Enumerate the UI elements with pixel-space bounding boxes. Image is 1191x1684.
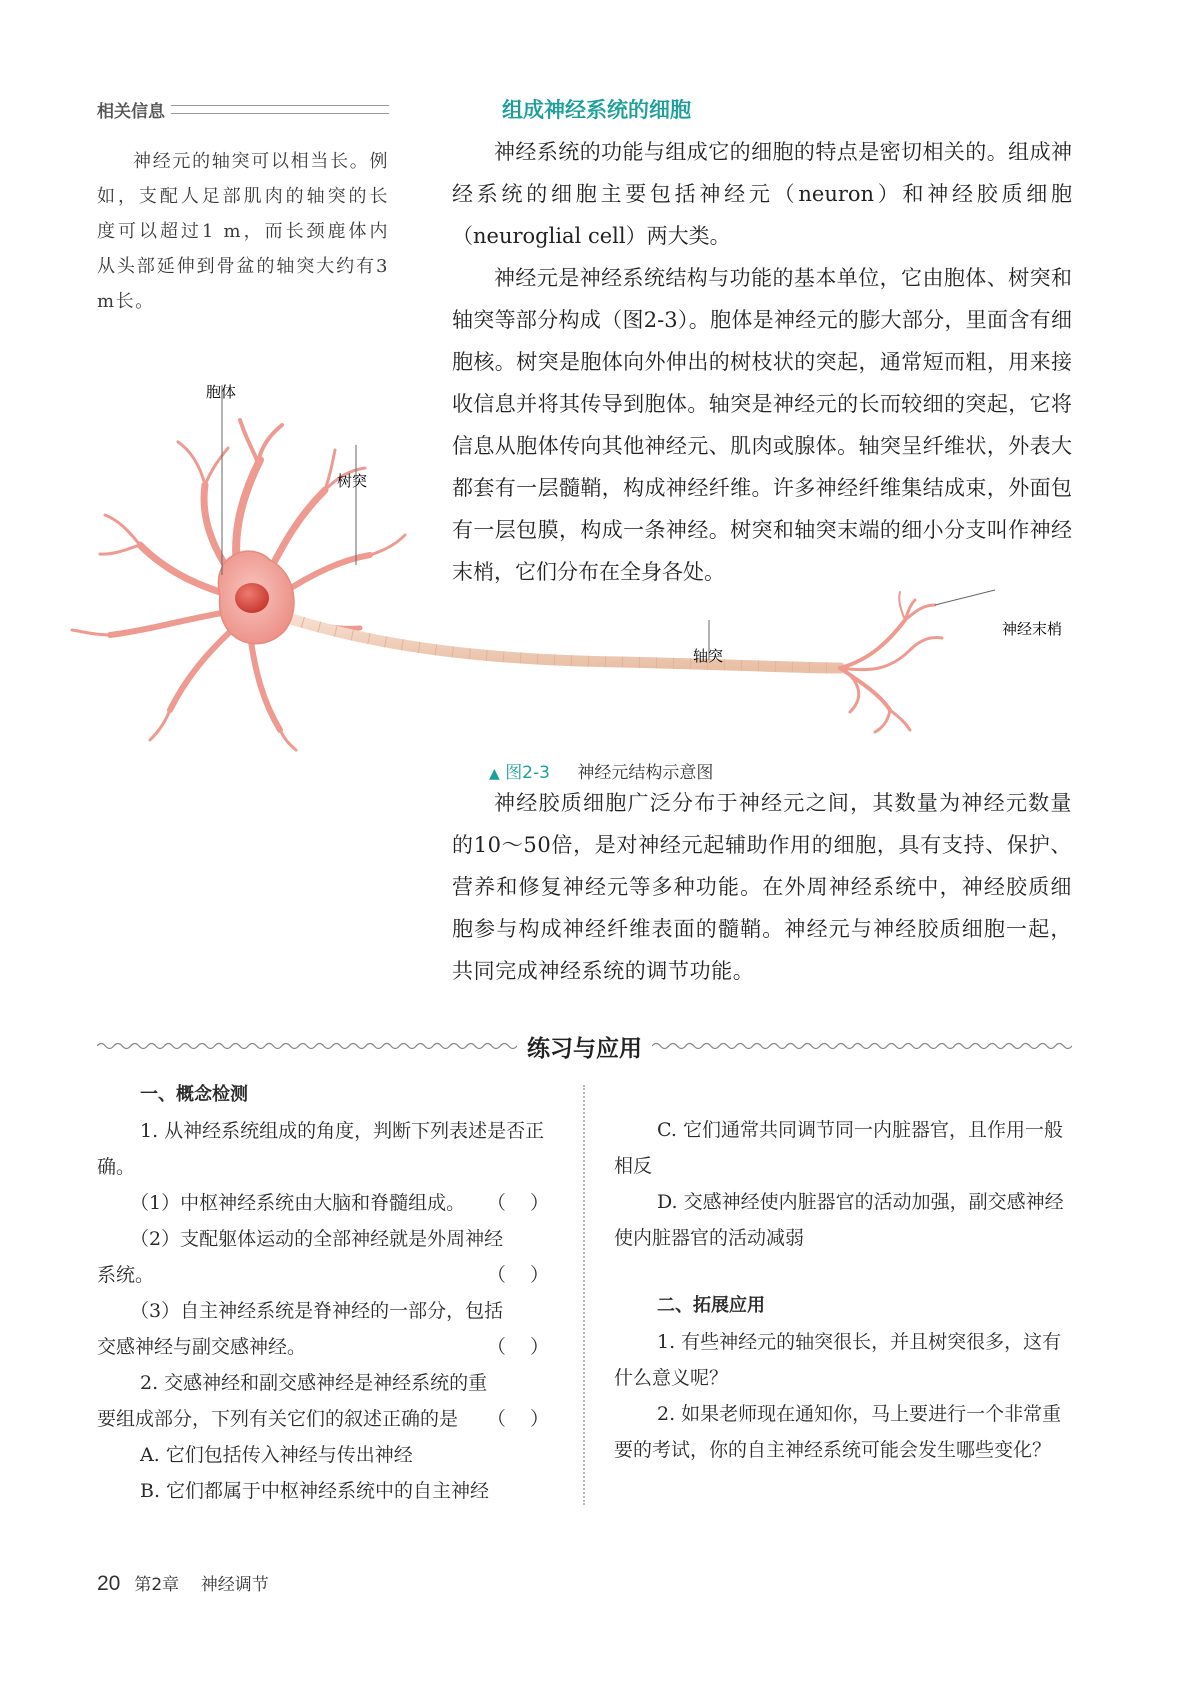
extension-question-1: 1. 有些神经元的轴突很长，并且树突很多，这有什么意义呢？ [614, 1331, 1062, 1389]
question-2 [97, 1401, 549, 1437]
question-2b: 要组成部分，下列有关它们的叙述正确的是 [97, 1408, 459, 1430]
caption-text: 神经元结构示意图 [577, 763, 714, 783]
wave-divider-left [97, 1041, 517, 1051]
part1-title: 一、概念检测 [140, 1084, 248, 1105]
paragraph-1: 神经系统的功能与组成它的细胞的特点是密切相关的。组成神经系统的细胞主要包括神经元（neuron）和神经胶质细胞（neuroglial cell）两大类。 [452, 140, 1072, 248]
option-d: D. 交感神经使内脏器官的活动加强，副交感神经使内脏器官的活动减弱 [614, 1191, 1064, 1249]
related-info-text [97, 144, 389, 319]
spacer [614, 1256, 1072, 1288]
question-1-1-text: （1）中枢神经系统由大脑和脊髓组成。 [130, 1192, 466, 1214]
paragraph-2: 神经元是神经系统结构与功能的基本单位，它由胞体、树突和轴突等部分构成（图2-3）。胞体是神经元的膨大部分，里面含有细胞核。树突是胞体向外伸出的树枝状的突起，通常短而粗，用来接收信息并将其传导到胞体。轴突是神经元的长而较细的突起，它将信息从胞体传向其他神经元、肌肉或腺体。轴突呈纤维状，外表大都套有一层髓鞘，构成神经纤维。许多神经纤维集结成束，外面包有一层包膜，构成一条神经。树突和轴突末端的细小分支叫作神经末梢，它们分布在全身各处。 [452, 266, 1072, 584]
label-terminal: 神经末梢 [1002, 620, 1063, 638]
label-soma: 胞体 [206, 383, 237, 401]
page-number: 20 [97, 1572, 121, 1595]
related-info-paragraph: 神经元的轴突可以相当长。例如，支配人足部肌肉的轴突的长度可以超过1 m，而长颈鹿体内从头部延伸到骨盆的轴突大约有3 m长。 [97, 151, 389, 312]
question-1-1 [97, 1185, 549, 1221]
question-1-3 [97, 1329, 549, 1365]
related-info-rule [171, 105, 389, 114]
question-1-2a: （2）支配躯体运动的全部神经就是外周神经 [130, 1228, 504, 1250]
exercise-right-column [614, 1112, 1072, 1468]
question-1-2 [97, 1257, 549, 1293]
section-body-continued [452, 782, 1072, 992]
page-footer [97, 1570, 269, 1596]
question-1-2b: 系统。 [97, 1264, 155, 1286]
label-axon: 轴突 [693, 647, 724, 665]
exercise-banner [97, 1028, 1072, 1064]
axon-terminals [840, 592, 942, 732]
question-1: 1. 从神经系统组成的角度，判断下列表述是否正确。 [97, 1120, 545, 1178]
question-1-3b: 交感神经与副交感神经。 [97, 1336, 307, 1358]
answer-blank-2[interactable]: （ ） [486, 1264, 549, 1286]
extension-question-2: 2. 如果老师现在通知你，马上要进行一个非常重要的考试，你的自主神经系统可能会发生哪些变化？ [614, 1403, 1062, 1461]
option-c: C. 它们通常共同调节同一内脏器官，且作用一般相反 [614, 1119, 1063, 1177]
chapter-title: 第2章 神经调节 [134, 1575, 269, 1595]
section-title: 组成神经系统的细胞 [502, 98, 691, 122]
caption-number: 图2-3 [505, 763, 550, 783]
label-dendrite: 树突 [337, 472, 368, 490]
exercise-left-column [97, 1077, 549, 1509]
question-1-3a: （3）自主神经系统是脊神经的一部分，包括 [130, 1300, 504, 1322]
option-a: A. 它们包括传入神经与传出神经 [140, 1444, 413, 1466]
answer-blank-3[interactable]: （ ） [486, 1336, 549, 1358]
exercise-title: 练习与应用 [527, 1035, 642, 1062]
caption-marker-icon: ▲ [489, 766, 500, 782]
paragraph-3: 神经胶质细胞广泛分布于神经元之间，其数量为神经元数量的10～50倍，是对神经元起辅助作用的细胞，具有支持、保护、营养和修复神经元等多种功能。在外周神经系统中，神经胶质细胞参与构成神经纤维表面的髓鞘。神经元与神经胶质细胞一起，共同完成神经系统的调节功能。 [452, 791, 1072, 983]
column-divider [583, 1085, 585, 1505]
neuron-figure [0, 350, 1191, 770]
option-b: B. 它们都属于中枢神经系统中的自主神经 [140, 1480, 490, 1502]
part2-title: 二、拓展应用 [657, 1295, 765, 1316]
answer-blank-4[interactable]: （ ） [486, 1408, 549, 1430]
figure-caption [489, 758, 713, 783]
related-info-header [97, 97, 389, 121]
question-2a: 2. 交感神经和副交感神经是神经系统的重 [140, 1372, 488, 1394]
nucleus [235, 583, 269, 613]
wave-divider-right [652, 1041, 1072, 1051]
related-info-title: 相关信息 [97, 101, 165, 122]
answer-blank-1[interactable]: （ ） [486, 1192, 549, 1214]
